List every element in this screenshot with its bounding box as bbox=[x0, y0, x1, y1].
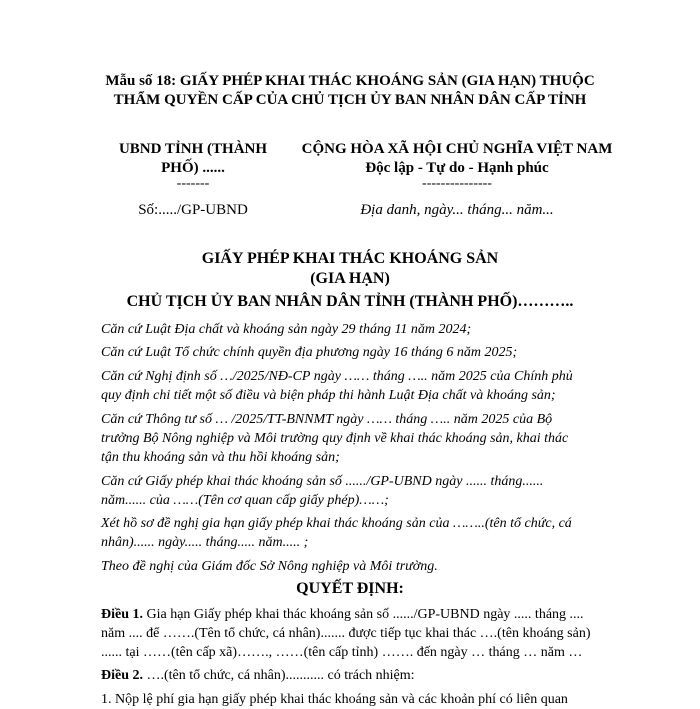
issuer-line1: UBND TỈNH (THÀNH bbox=[118, 141, 268, 157]
preamble-line: Căn cứ Luật Tổ chức chính quyền địa phương ngày 16 tháng 6 năm 2025; bbox=[101, 345, 518, 360]
document-title: GIẤY PHÉP KHAI THÁC KHOÁNG SẢN bbox=[201, 250, 499, 267]
article-2-line1 bbox=[101, 666, 415, 685]
issuing-authority: CHỦ TỊCH ỦY BAN NHÂN DÂN TỈNH (THÀNH PHỐ)……….. bbox=[126, 293, 574, 310]
preamble-line: nhân)...... ngày..... tháng..... năm..... ; bbox=[101, 535, 309, 550]
article-1-line3: ...... tại ……(tên cấp xã)……., ……(tên cấp tỉnh) ……. đến ngày … tháng … năm … bbox=[101, 645, 583, 660]
document-number: Số:...../GP-UBND bbox=[138, 202, 248, 218]
issuer-rule: ------- bbox=[176, 176, 210, 191]
article-1-line1 bbox=[101, 605, 584, 624]
preamble-line: quy định chi tiết một số điều và biện pháp thi hành Luật Địa chất và khoáng sản; bbox=[101, 388, 556, 403]
article-2-item-1: 1. Nộp lệ phí gia hạn giấy phép khai thác khoáng sản và các khoản phí có liên quan bbox=[101, 692, 568, 707]
preamble-line: Xét hồ sơ đề nghị gia hạn giấy phép khai thác khoáng sản của ……..(tên tổ chức, cá bbox=[101, 516, 572, 531]
issuer-line2: PHỐ) ...... bbox=[161, 160, 225, 176]
place-date: Địa danh, ngày... tháng... năm... bbox=[360, 202, 554, 218]
preamble-line: Căn cứ Luật Địa chất và khoáng sản ngày 29 tháng 11 năm 2024; bbox=[101, 322, 472, 337]
article-1-text: Gia hạn Giấy phép khai thác khoáng sản số ....../GP-UBND ngày ..... tháng .... bbox=[143, 607, 584, 622]
preamble-line: Căn cứ Thông tư số … /2025/TT-BNNMT ngày …… tháng ….. năm 2025 của Bộ bbox=[101, 412, 553, 427]
article-1-label: Điều 1. bbox=[101, 607, 143, 622]
article-2-label: Điều 2. bbox=[101, 668, 143, 683]
preamble-line: năm...... của ……(Tên cơ quan cấp giấy phép)……; bbox=[101, 493, 389, 508]
decision-heading: QUYẾT ĐỊNH: bbox=[296, 580, 404, 597]
article-1-line2: năm .... để …….(Tên tổ chức, cá nhân)....... được tiếp tục khai thác ….(tên khoáng sản) bbox=[101, 626, 591, 641]
preamble-line: Căn cứ Nghị định số …/2025/NĐ-CP ngày …… tháng ….. năm 2025 của Chính phủ bbox=[101, 369, 573, 384]
form-title-line2: THẨM QUYỀN CẤP CỦA CHỦ TỊCH ỦY BAN NHÂN DÂN CẤP TỈNH bbox=[113, 92, 587, 108]
national-title: CỘNG HÒA XÃ HỘI CHỦ NGHĨA VIỆT NAM bbox=[301, 141, 613, 157]
national-motto: Độc lập - Tự do - Hạnh phúc bbox=[365, 160, 549, 176]
document-subtitle: (GIA HẠN) bbox=[310, 270, 390, 287]
article-2-text: ….(tên tổ chức, cá nhân)........... có trách nhiệm: bbox=[143, 668, 415, 683]
preamble-line: Theo đề nghị của Giám đốc Sở Nông nghiệp và Môi trường. bbox=[101, 559, 438, 574]
national-rule: --------------- bbox=[422, 176, 492, 191]
preamble-line: tận thu khoáng sản và thu hồi khoáng sản; bbox=[101, 450, 340, 465]
form-title-line1: Mẫu số 18: GIẤY PHÉP KHAI THÁC KHOÁNG SẢN (GIA HẠN) THUỘC bbox=[105, 73, 595, 89]
preamble-line: Căn cứ Giấy phép khai thác khoáng sản số ....../GP-UBND ngày ...... tháng...... bbox=[101, 474, 544, 489]
preamble-line: trưởng Bộ Nông nghiệp và Môi trường quy định về khai thác khoáng sản, khai thác bbox=[101, 431, 569, 446]
